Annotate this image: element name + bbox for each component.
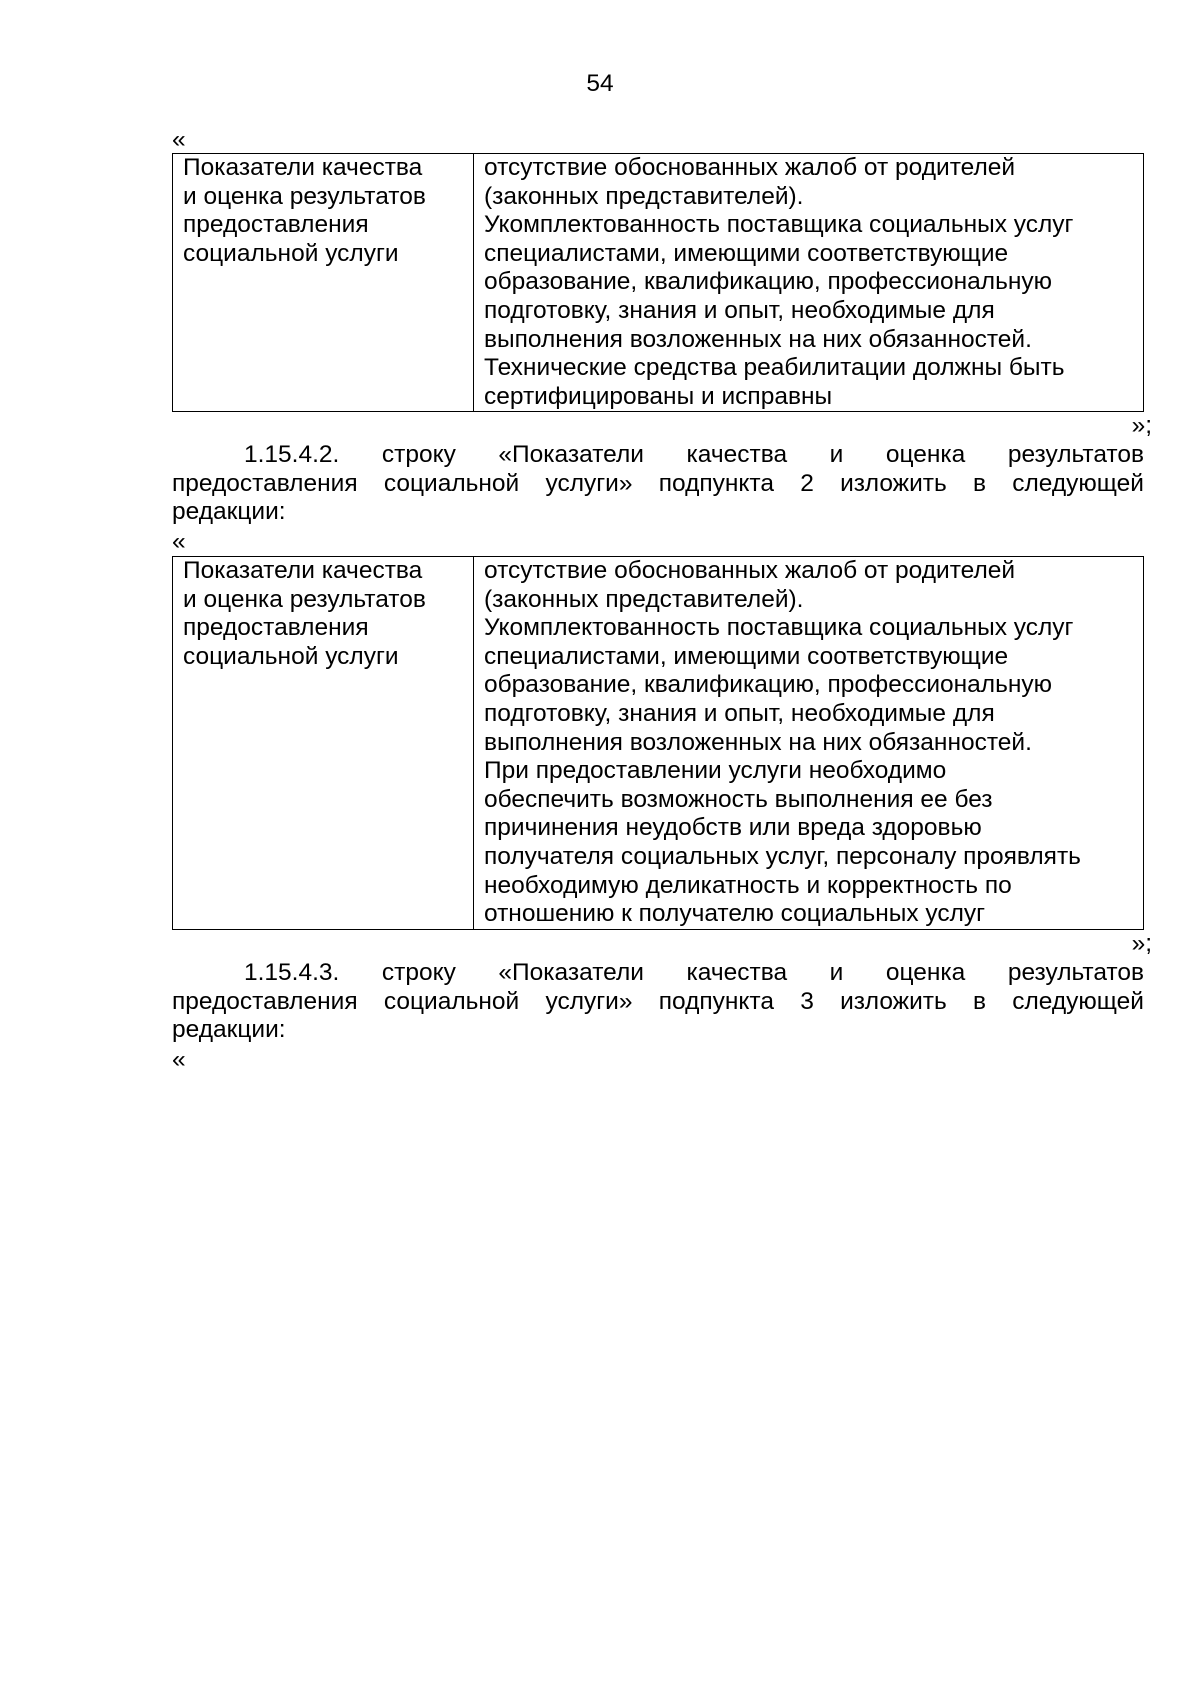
- cell-line: отсутствие обоснованных жалоб от родителей: [484, 557, 1016, 584]
- cell-line: (законных представителей).: [484, 585, 804, 613]
- cell-line: выполнения возложенных на них обязанностей.: [484, 325, 1032, 353]
- cell-line: отношению к получателю социальных услуг: [484, 900, 986, 928]
- table-row: [173, 154, 1144, 412]
- quote-close-2: »;: [1131, 930, 1152, 957]
- table-row: [173, 557, 1144, 930]
- cell-line: социальной услуги: [183, 642, 399, 670]
- amendment-paragraph-2: [172, 441, 1144, 527]
- quality-table-2: [172, 556, 1144, 930]
- cell-line: (законных представителей).: [484, 182, 804, 210]
- cell-line: и оценка результатов: [183, 585, 426, 613]
- cell-line: предоставления: [183, 211, 369, 239]
- paragraph-line: 1.15.4.3. строку «Показатели качества и оценка результатов: [244, 959, 1144, 986]
- quote-open-1: «: [172, 126, 186, 153]
- table-cell-content: [474, 154, 1144, 412]
- paragraph-line: предоставления социальной услуги» подпункта 3 изложить в следующей: [172, 987, 1144, 1015]
- cell-line: предоставления: [183, 614, 369, 642]
- cell-line: отсутствие обоснованных жалоб от родителей: [484, 154, 1016, 181]
- cell-line: сертифицированы и исправны: [484, 382, 833, 410]
- table-cell-label: [173, 154, 474, 412]
- cell-line: Показатели качества: [183, 154, 423, 181]
- paragraph-line: 1.15.4.2. строку «Показатели качества и оценка результатов: [244, 441, 1144, 468]
- cell-line: подготовку, знания и опыт, необходимые для: [484, 296, 995, 324]
- quality-table-1: [172, 153, 1144, 412]
- cell-line: социальной услуги: [183, 239, 399, 267]
- paragraph-line: редакции:: [172, 498, 286, 526]
- quote-open-3: «: [172, 1046, 186, 1073]
- amendment-paragraph-3: [172, 959, 1144, 1045]
- quote-open-2: «: [172, 528, 186, 555]
- cell-line: подготовку, знания и опыт, необходимые для: [484, 699, 995, 727]
- quote-close-1: »;: [1131, 412, 1152, 439]
- cell-line: Показатели качества: [183, 557, 423, 584]
- cell-line: При предоставлении услуги необходимо: [484, 757, 947, 785]
- cell-line: Технические средства реабилитации должны быть: [484, 354, 1065, 382]
- cell-line: образование, квалификацию, профессиональную: [484, 671, 1053, 699]
- table-cell-label: [173, 557, 474, 930]
- cell-line: выполнения возложенных на них обязанностей.: [484, 728, 1032, 756]
- paragraph-line: предоставления социальной услуги» подпункта 2 изложить в следующей: [172, 469, 1144, 497]
- cell-line: специалистами, имеющими соответствующие: [484, 642, 1009, 670]
- cell-line: Укомплектованность поставщика социальных услуг: [484, 614, 1074, 642]
- page-number: 54: [586, 70, 614, 97]
- cell-line: и оценка результатов: [183, 182, 426, 210]
- cell-line: Укомплектованность поставщика социальных услуг: [484, 211, 1074, 239]
- cell-line: причинения неудобств или вреда здоровью: [484, 814, 982, 842]
- table-cell-content: [474, 557, 1144, 930]
- paragraph-line: редакции:: [172, 1016, 286, 1044]
- cell-line: специалистами, имеющими соответствующие: [484, 239, 1009, 267]
- cell-line: необходимую деликатность и корректность по: [484, 871, 1012, 899]
- cell-line: образование, квалификацию, профессиональную: [484, 268, 1053, 296]
- cell-line: обеспечить возможность выполнения ее без: [484, 785, 993, 813]
- cell-line: получателя социальных услуг, персоналу проявлять: [484, 842, 1081, 870]
